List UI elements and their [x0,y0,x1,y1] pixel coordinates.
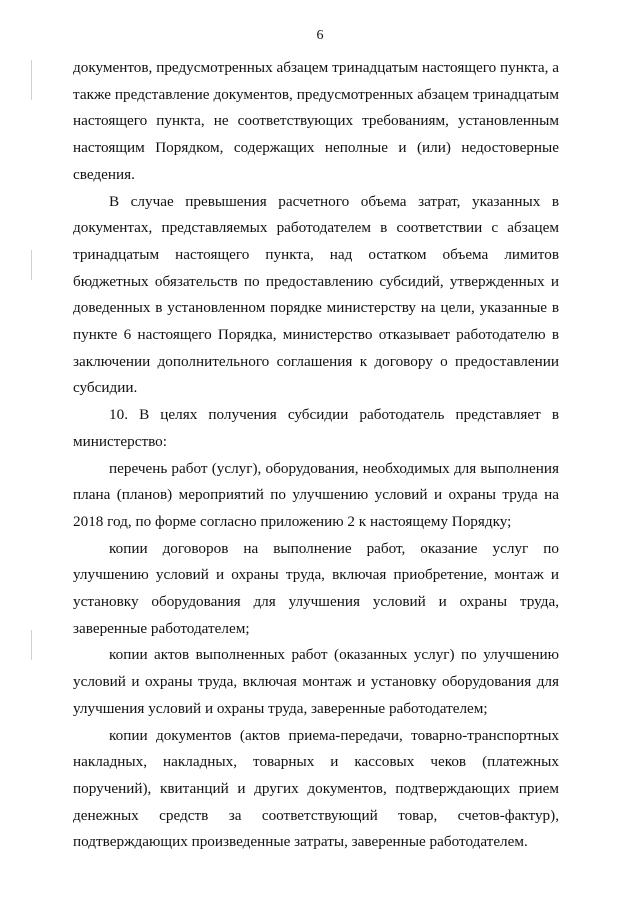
scan-margin-mark [31,630,32,660]
paragraph-item-10: 10. В целях получения субсидии работодатель представляет в министерство: [73,406,559,450]
paragraph-limit-excess: В случае превышения расчетного объема затрат, указанных в документах, представляемых работодателем в соответствии с абзацем тринадцатым настоящего пункта, над остатком объема лимитов бюджетных обязательств по предоставлению субсидий, утвержденных и доведенных в установленном порядке министерству на цели, указанные в пункте 6 настоящего Порядка, министерство отказывает работодателю в заключении дополнительного соглашения к договору о предоставлении субсидии. [73,192,559,397]
paragraph-continuation: документов, предусмотренных абзацем тринадцатым настоящего пункта, а также представление документов, предусмотренных абзацем тринадцатым настоящего пункта, не соответствующих требованиям, установленным настоящим Порядком, содержащих неполные и (или) недостоверные сведения. [73,59,559,183]
paragraph-list-works: перечень работ (услуг), оборудования, необходимых для выполнения плана (планов) мероприятий по улучшению условий и охраны труда на 2018 год, по форме согласно приложению 2 к настоящему Порядку; [73,459,559,530]
paragraph-act-copies: копии актов выполненных работ (оказанных услуг) по улучшению условий и охраны труда, включая монтаж и установку оборудования для улучшения условий и охраны труда, заверенные работодателем; [73,646,559,717]
document-body [73,55,559,856]
page-number: 6 [316,28,324,43]
scan-margin-mark [31,250,32,280]
scan-margin-mark [31,60,32,100]
paragraph-contract-copies: копии договоров на выполнение работ, оказание услуг по улучшению условий и охраны труда, включая приобретение, монтаж и установку оборудования для улучшения условий и охраны труда, заверенные работодателем; [73,539,559,637]
paragraph-document-copies: копии документов (актов приема-передачи, товарно-транспортных накладных, накладных, товарных и кассовых чеков (платежных поручений), квитанций и других документов, подтверждающих прием денежных средств за соответствующий товар, счетов-фактур), подтверждающих произведенные затраты, заверенные работодателем. [73,726,559,851]
